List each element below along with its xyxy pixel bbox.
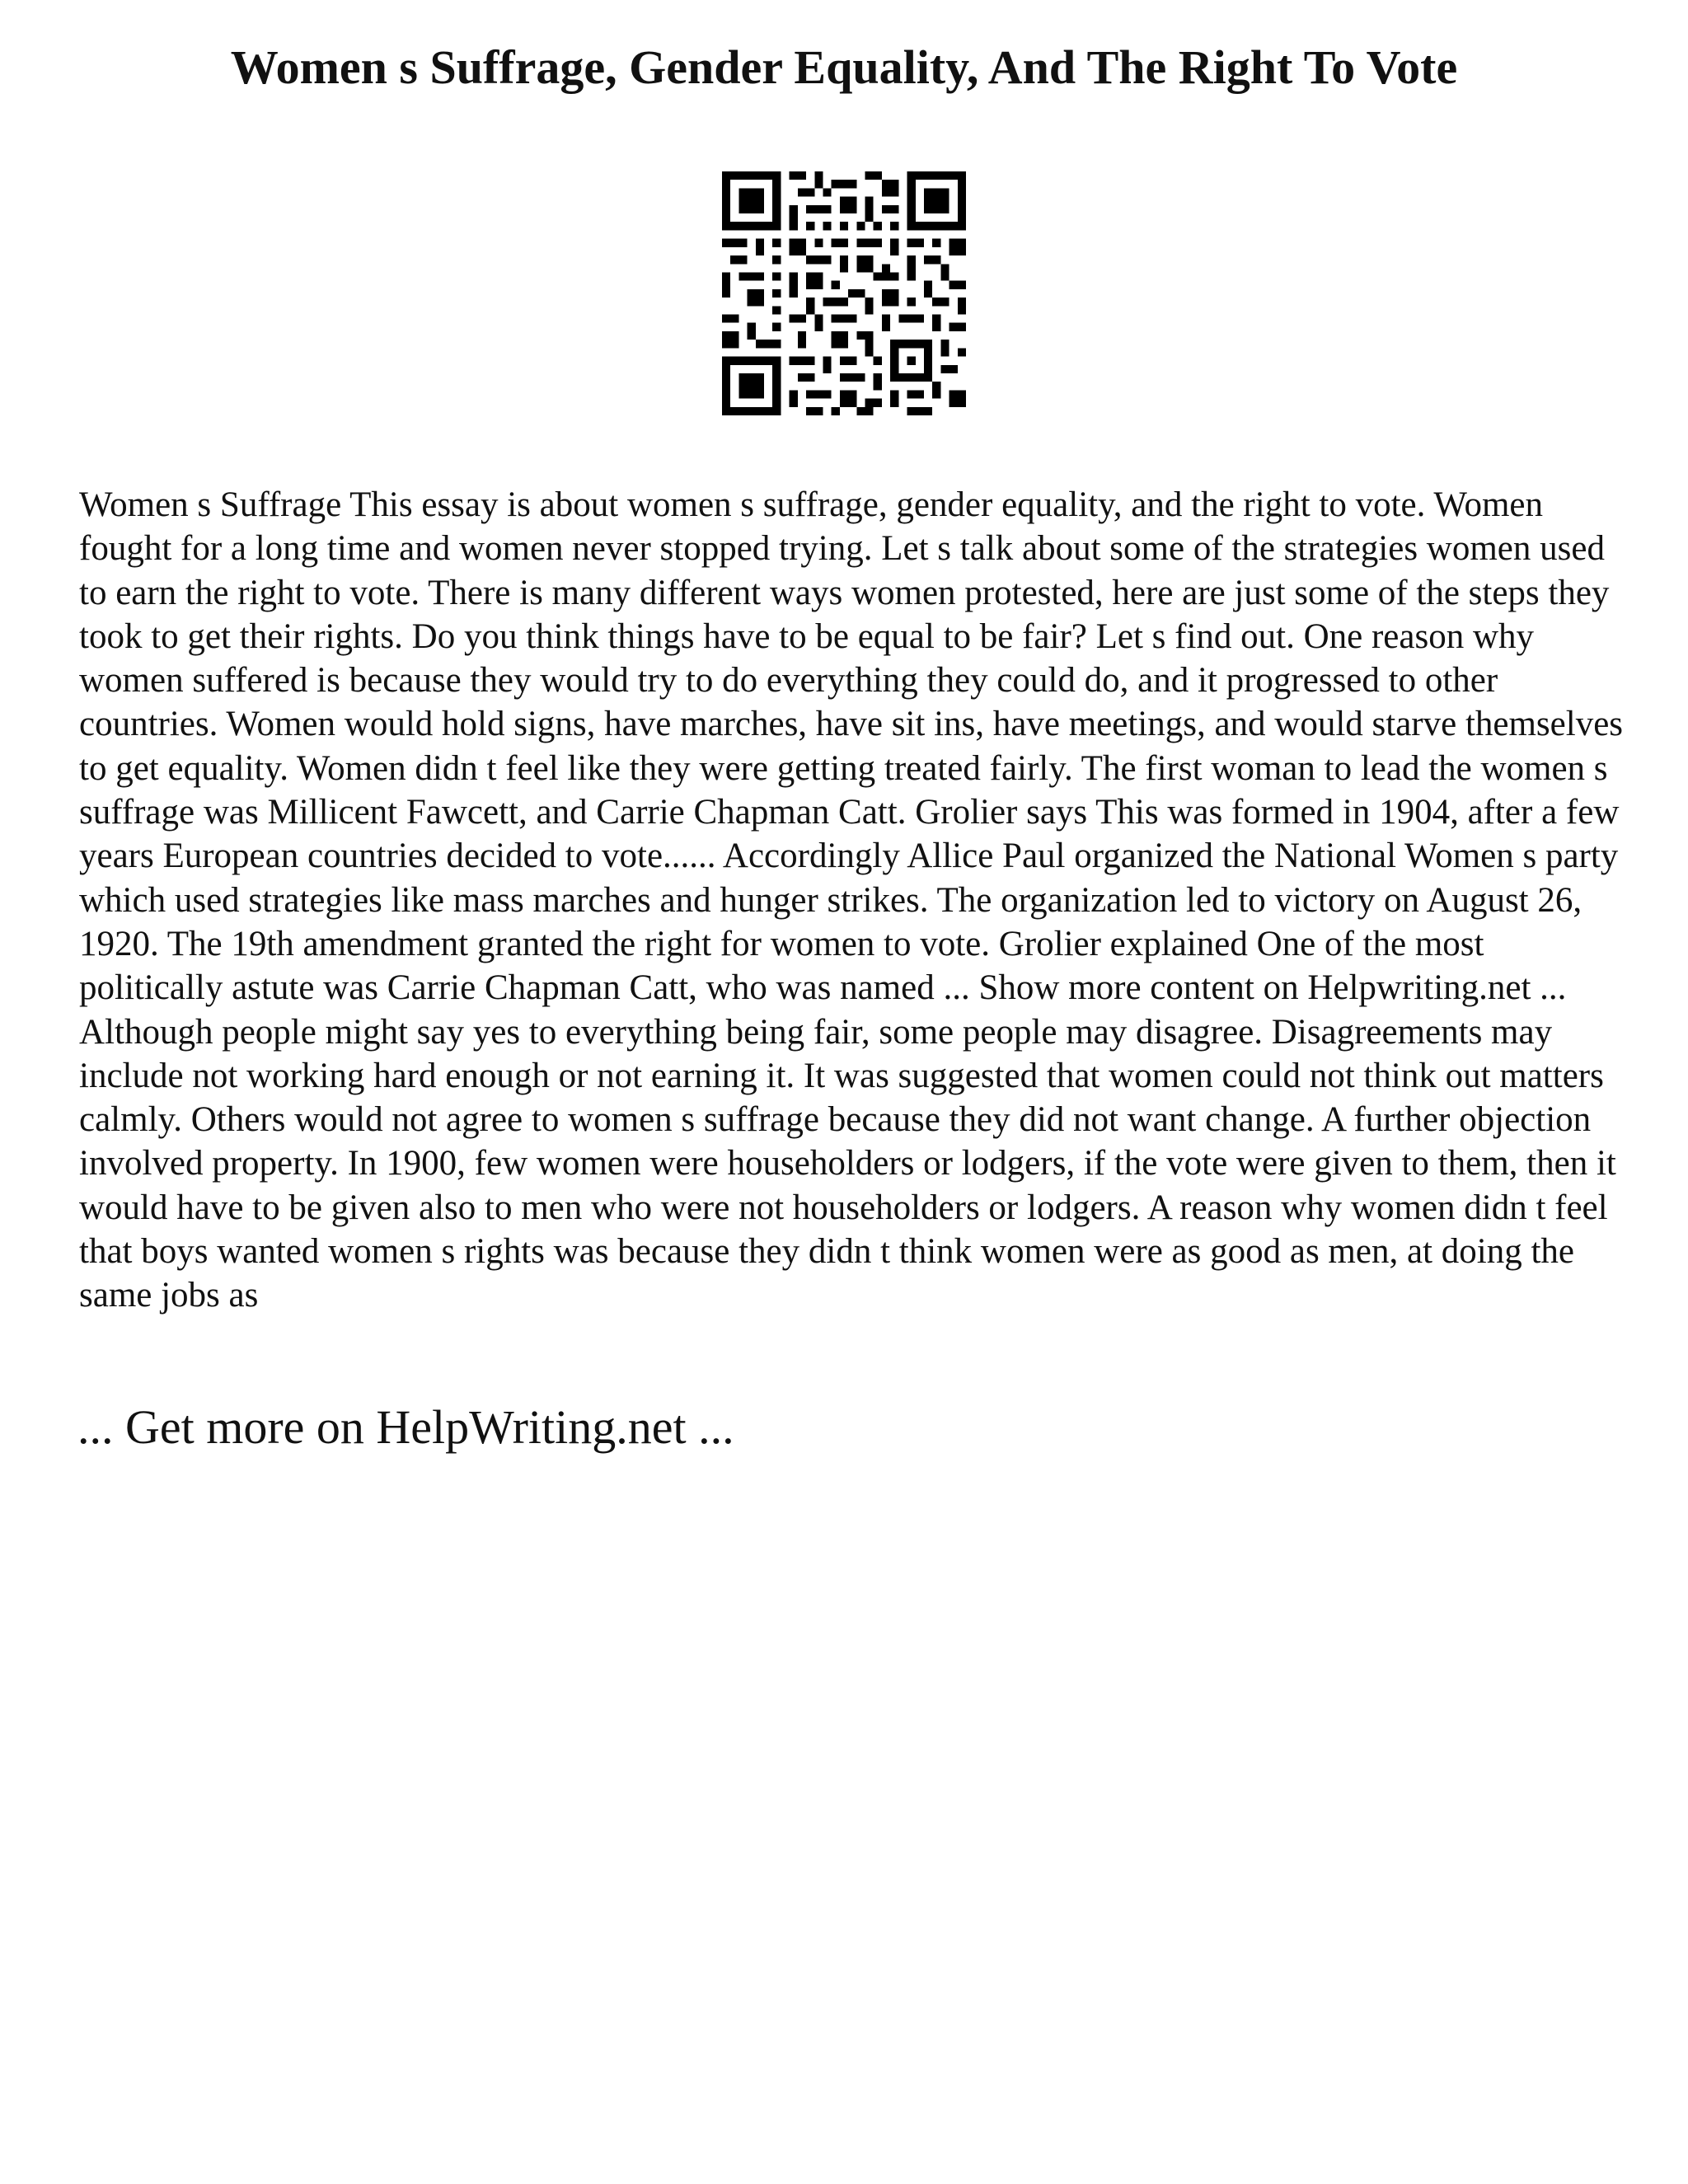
document-title: Women s Suffrage, Gender Equality, And The Right To Vote xyxy=(230,40,1458,94)
essay-paragraph: Although people might say yes to everything being fair, some people may disagree. Disagreements may include not working hard enough or not earning it. It was suggested that women could not think out matters calmly. Others would not agree to women s suffrage because they did not want change. A further objection involved property. In 1900, few women were householders or lodgers, if the vote were given to them, then it would have to be given also to men who were not householders or lodgers. A reason why women didn t feel that boys wanted women s rights was because they didn t think women were as good as men, at doing the same jobs as xyxy=(79,1012,1616,1315)
qr-code-icon[interactable] xyxy=(722,171,966,415)
essay-paragraph: Women s Suffrage This essay is about women s suffrage, gender equality, and the right to vote. Women fought for a long time and women never stopped trying. Let s talk about some of the strategies women used to earn the right to vote. There is many different ways women protested, here are just some of the steps they took to get their rights. Do you think things have to be equal to be fair? Let s find out. One reason why women suffered is because they would try to do everything they could do, and it progressed to other countries. Women would hold signs, have marches, have sit ins, have meetings, and would starve themselves to get equality. Women didn t feel like they were getting treated fairly. The first woman to lead the women s suffrage was Millicent Fawcett, and Carrie Chapman Catt. Grolier says This was formed in 1904, after a few years European countries decided to vote...... Accordingly Allice Paul organized the National Women s party which used strategies like mass marches and hunger strikes. The organization led to victory on August 26, 1920. The 19th amendment granted the right for women to vote. Grolier explained One of the most politically astute was Carrie Chapman Catt, who was named ... Show more content on Helpwriting.net ... xyxy=(79,485,1624,1008)
essay-body xyxy=(79,483,1629,1318)
get-more-link[interactable]: ... Get more on HelpWriting.net ... xyxy=(77,1400,734,1454)
